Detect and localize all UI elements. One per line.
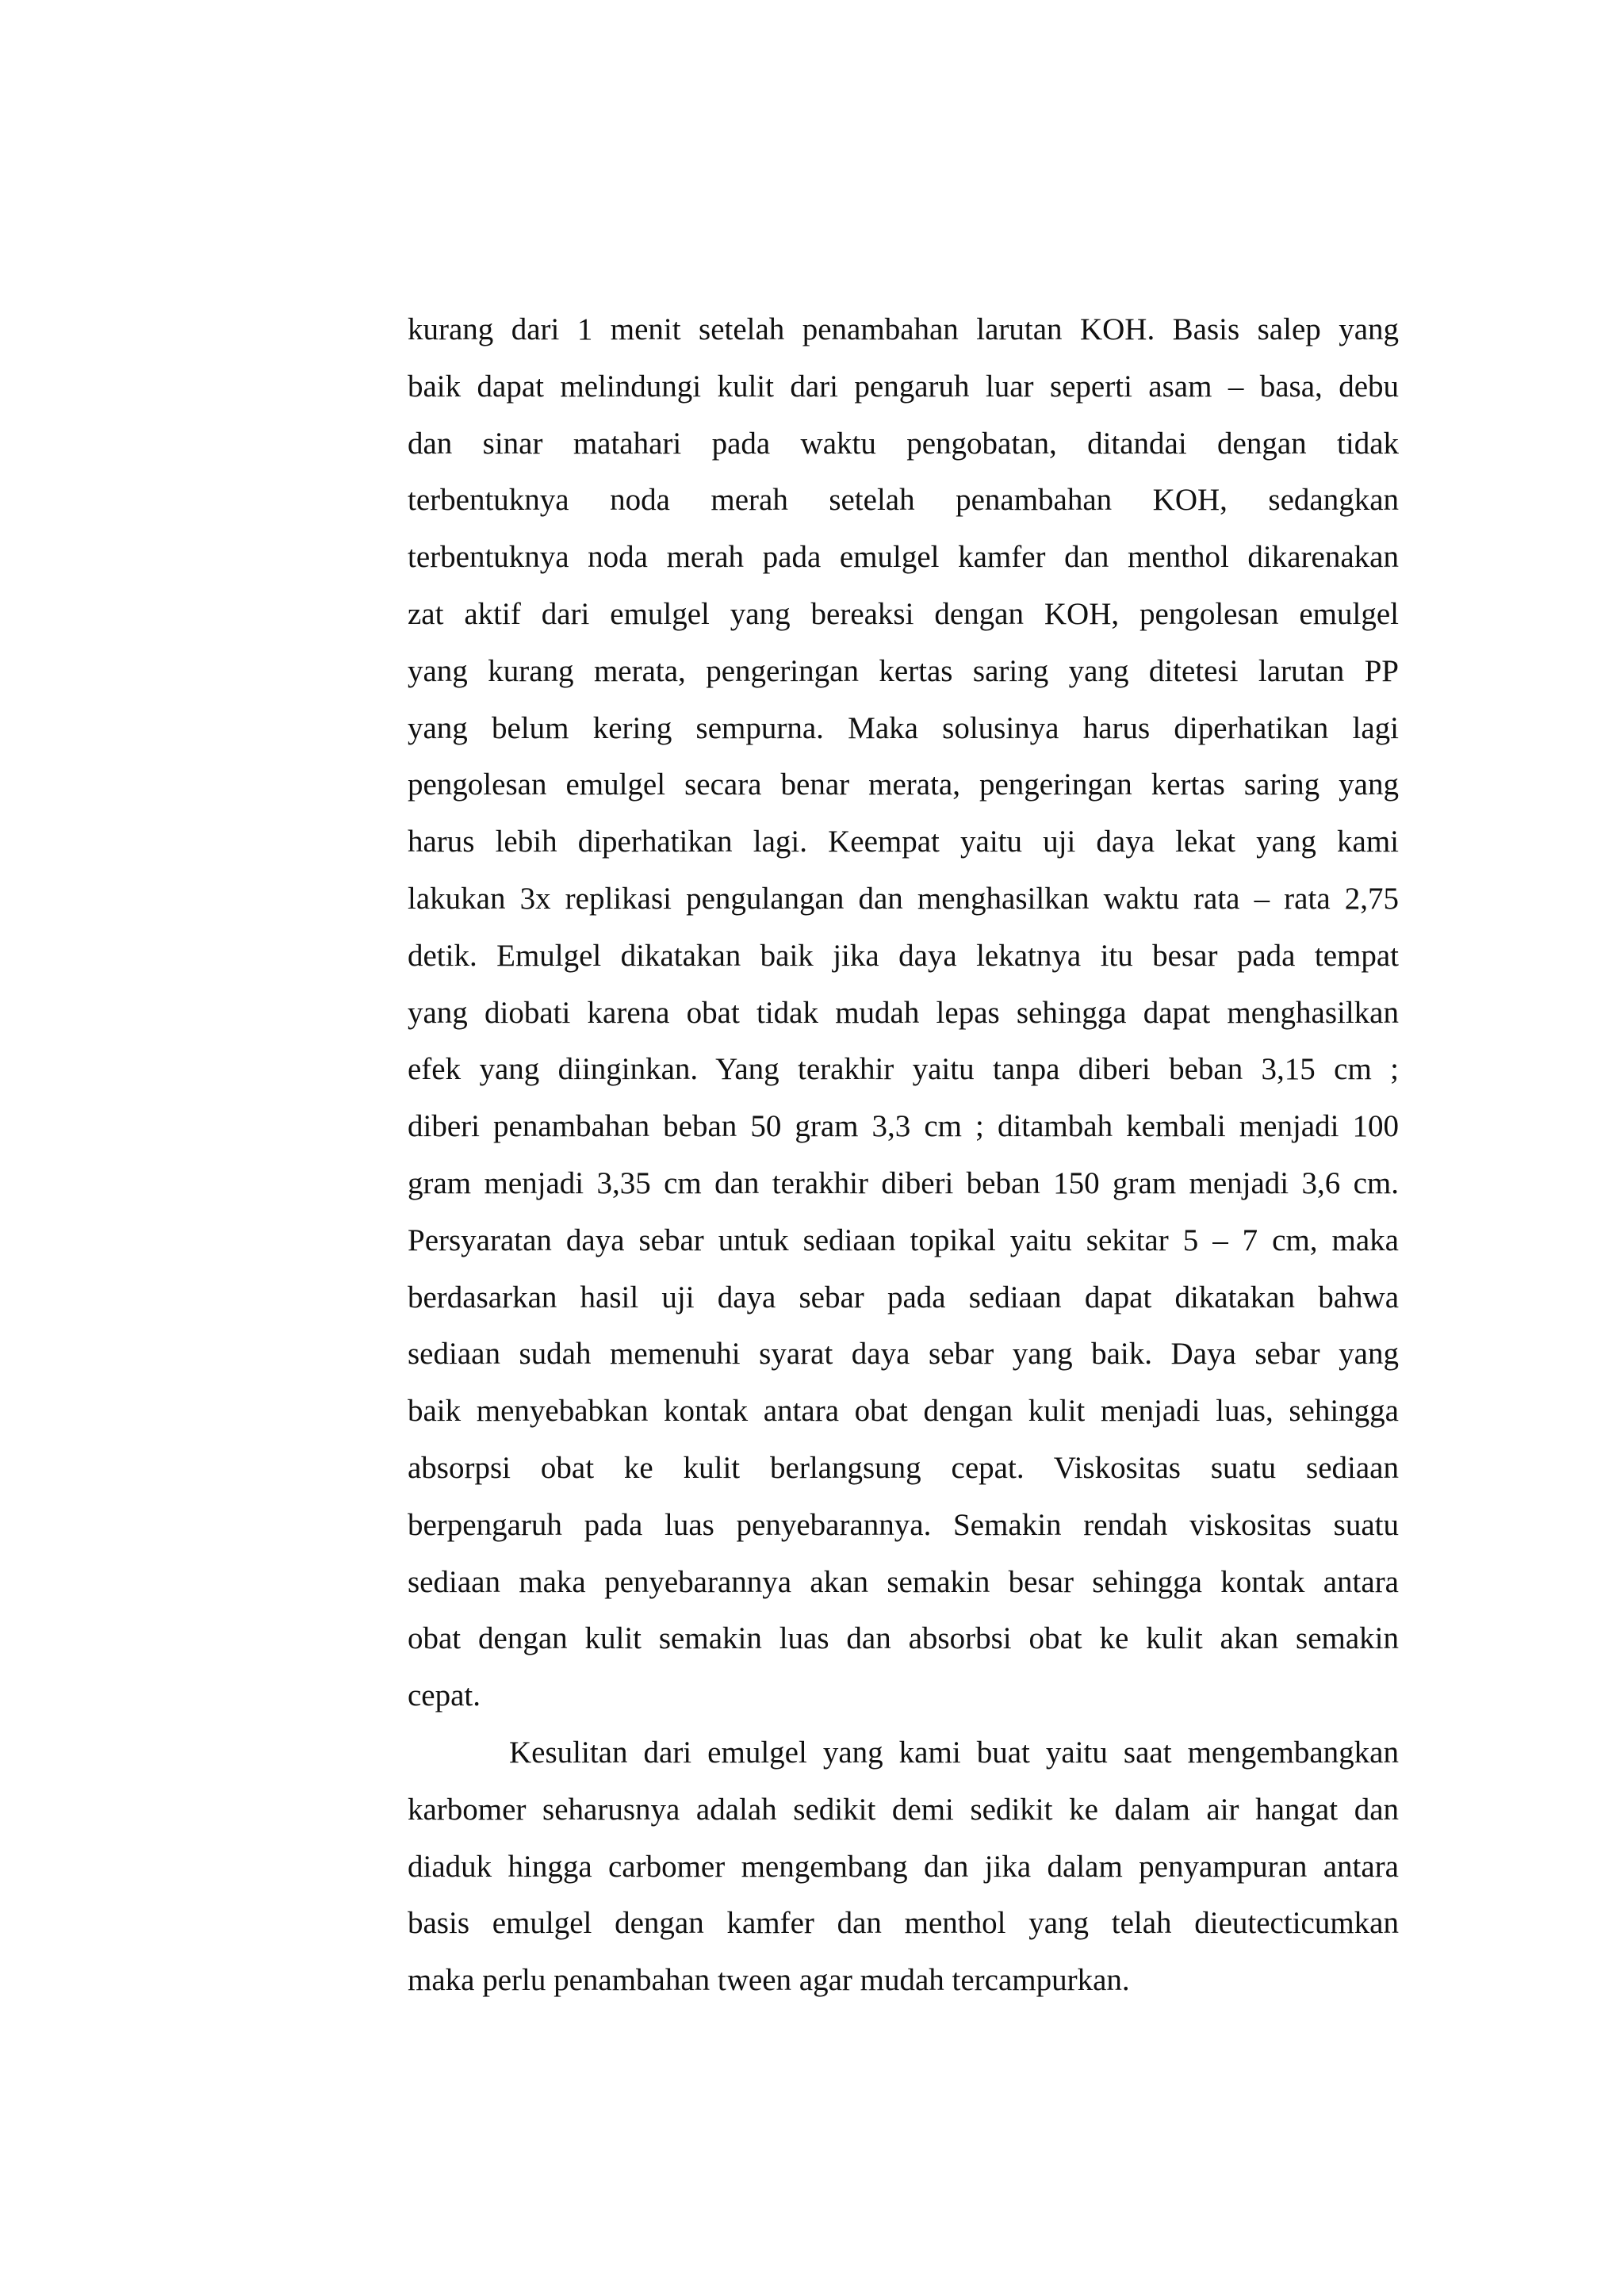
paragraph-line: terbentuknya noda merah setelah penambahan KOH, sedangkan xyxy=(408,483,1399,518)
paragraph-line: obat dengan kulit semakin luas dan absorbsi obat ke kulit akan semakin xyxy=(408,1621,1399,1656)
paragraph-line: efek yang diinginkan. Yang terakhir yaitu tanpa diberi beban 3,15 cm ; xyxy=(408,1052,1399,1087)
paragraph-line: diberi penambahan beban 50 gram 3,3 cm ; ditambah kembali menjadi 100 xyxy=(408,1109,1399,1144)
paragraph-line: terbentuknya noda merah pada emulgel kamfer dan menthol dikarenakan xyxy=(408,540,1399,575)
paragraph-line: basis emulgel dengan kamfer dan menthol yang telah dieutecticumkan xyxy=(408,1906,1399,1941)
paragraph-line: berdasarkan hasil uji daya sebar pada sediaan dapat dikatakan bahwa xyxy=(408,1280,1399,1314)
paragraph-line: baik dapat melindungi kulit dari pengaruh luar seperti asam – basa, debu xyxy=(408,369,1399,404)
paragraph-line: kurang dari 1 menit setelah penambahan larutan KOH. Basis salep yang xyxy=(408,312,1399,346)
paragraph-line: dan sinar matahari pada waktu pengobatan, ditandai dengan tidak xyxy=(408,426,1399,461)
paragraph-line: karbomer seharusnya adalah sedikit demi sedikit ke dalam air hangat dan xyxy=(408,1792,1399,1827)
paragraph-1 xyxy=(408,301,1399,1724)
paragraph-line: yang belum kering sempurna. Maka solusinya harus diperhatikan lagi xyxy=(408,710,1399,745)
paragraph-line: sediaan sudah memenuhi syarat daya sebar yang baik. Daya sebar yang xyxy=(408,1337,1399,1372)
paragraph-line: Kesulitan dari emulgel yang kami buat yaitu saat mengembangkan xyxy=(509,1735,1399,1770)
paragraph-line: baik menyebabkan kontak antara obat dengan kulit menjadi luas, sehingga xyxy=(408,1394,1399,1429)
paragraph-line: lakukan 3x replikasi pengulangan dan menghasilkan waktu rata – rata 2,75 xyxy=(408,881,1399,916)
paragraph-2 xyxy=(408,1724,1399,2009)
paragraph-line: pengolesan emulgel secara benar merata, pengeringan kertas saring yang xyxy=(408,767,1399,802)
paragraph-line: detik. Emulgel dikatakan baik jika daya lekatnya itu besar pada tempat xyxy=(408,938,1399,973)
paragraph-line: cepat. xyxy=(408,1678,481,1713)
body-text xyxy=(408,301,1399,2009)
paragraph-line: Persyaratan daya sebar untuk sediaan topikal yaitu sekitar 5 – 7 cm, maka xyxy=(408,1223,1399,1257)
paragraph-line: diaduk hingga carbomer mengembang dan jika dalam penyampuran antara xyxy=(408,1849,1399,1884)
paragraph-line: maka perlu penambahan tween agar mudah tercampurkan. xyxy=(408,1963,1130,1998)
paragraph-line: berpengaruh pada luas penyebarannya. Semakin rendah viskositas suatu xyxy=(408,1507,1399,1542)
paragraph-line: harus lebih diperhatikan lagi. Keempat yaitu uji daya lekat yang kami xyxy=(408,825,1399,859)
paragraph-line: yang diobati karena obat tidak mudah lepas sehingga dapat menghasilkan xyxy=(408,995,1399,1030)
paragraph-line: sediaan maka penyebarannya akan semakin besar sehingga kontak antara xyxy=(408,1564,1399,1599)
paragraph-line: yang kurang merata, pengeringan kertas saring yang ditetesi larutan PP xyxy=(408,653,1399,688)
paragraph-line: absorpsi obat ke kulit berlangsung cepat. Viskositas suatu sediaan xyxy=(408,1450,1399,1485)
paragraph-line: gram menjadi 3,35 cm dan terakhir diberi beban 150 gram menjadi 3,6 cm. xyxy=(408,1165,1399,1200)
paragraph-line: zat aktif dari emulgel yang bereaksi dengan KOH, pengolesan emulgel xyxy=(408,596,1399,631)
